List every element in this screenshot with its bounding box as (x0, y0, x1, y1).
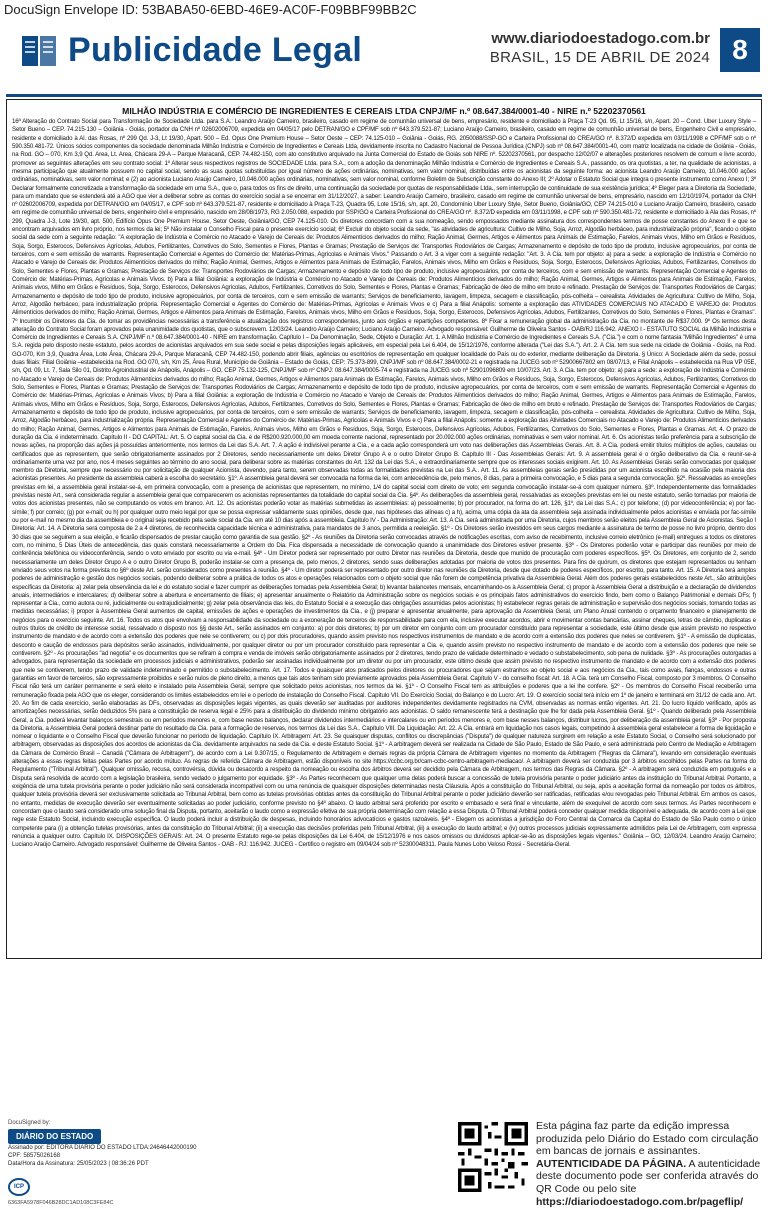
publication-title: Publicidade Legal (68, 31, 363, 69)
authenticity-text: A autenticidade deste documento pode ser conferida através do QR Code ou pelo site (536, 1157, 761, 1195)
notice-body: 16ª Alteração do Contrato Social para Transformação de Sociedade Ltda. para S.A.: Leandro Araújo Carneiro, brasileiro, casado em regime de comunhão universal de bens, empresário, residente e domiciliado à Praça T-23 Qd. 95, Lt 15/16, s/n, Apart. 20 – Cond. Uber Luxury Style – Setor Bueno – CEP. 74.215-130 – Goiânia - Goiás, portador da CNH nº 02602006709, expedida em 04/05/17 pelo DETRAN/GO e CPF/MF sob nº 643.379.521-87; Luciano Araújo Carneiro, brasileiro, casado em regime de comunhão universal de bens, Engenheiro Civil e empresário, residente e domiciliado à Al. das Rosas, nº 299 Qd. J-3, Lt 19/30, Apart. 500 – Ed. Opus One Premium House – Setor Oeste – CEP: 74.125-010 – Goiânia - Goiás, RG. 2050088/SSP-GO e Carteira Profissional do CREA/GO nº. 8.372/D expedida em 03/11/1998 e CPF/MF sob o nº 590.350.481-72. Únicos sócios componentes da sociedade denominada Milhão Indústria e Comércio de Ingredientes e Cereais Ltda, devidamente inscrita no Cadastro Nacional de Pessoa Jurídica (CNPJ) sob nº 08.647.384/0001-40, com matriz localizada na cidade de Goiânia - Goiás, na Rod. GO – 070, Km 3,9 Qd. Area, Lt. Area, Chácara 29-A – Parque Maracanã, CEP. 74.482-150, com ato constitutivo arquivado na Junta Comercial do Estado de Goiás sob NIRE nº. 52202370561, por despacho 12/02/07 e alterações posteriores resolvem de comum e livre acordo, promover as seguintes alterações em seu contrato social: 1º Alterar seus respectivos registros de SOCIEDADE Ltda. para S.A., com a adoção da denominação Milhão Indústria e Comércio de Ingredientes e Cereais S.A., passando, os ora quotistas, a ter, na qualidade de acionistas, a mesma participação que atualmente possuem no capital social, sendo as suas quotas substituídas por igual número de ações ordinárias, nominativas, sem valor nominal, distribuídas entre os acionistas da seguinte forma: ao acionista Leandro Araújo Carneiro, 10.046.000 ações ordinárias, nominativas, sem valor nominal; e (2) ao acionista Luciano Araújo Carneiro, 10.046.000 ações ordinárias, nominativas, sem valor nominal, conforme Boletim de Subscrição constante do Anexo III; 2º Adotar o Estatuto Social que integra o presente instrumento como Anexo I; 3º Declarar formalmente concretizada a transformação da sociedade em uma S.A., que o, para todos os fins de direito, uma continuação da sociedade por quotas de responsabilidade Ltda., sem interrupção de continuidade de sua existência jurídica; 4º Eleger para a Diretoria da Sociedade, para um mandato que se estenderá até a AGO que vier a deliberar sobre as contas do exercício social a se encerrar em 31/12/2027, a saber: Leandro Araújo Carneiro, brasileiro, casado em regime de comunhão universal de bens, empresário, nascido em 12/10/1974, portador da CNH nº 02602006709, expedida por DETRAN/GO em 04/05/17, e CPF sob nº 643.379.521-87, residente e domiciliado à Praça T-23, Quadra 95, Lote 15/16, s/n, apt. 20, Condomínio Uber Luxury Style, Setor Bueno, Goiânia/GO, CEP 74.215-010 e Luciano Araújo Carneiro, brasileiro, casado em regime de comunhão universal de bens, engenheiro civil e empresário, nascido em 28/08/1973, RG 2.050.088, expedido por SSP/GO e Carteira Profissional do CREA/GO nº. 8.372/D expedida em 03/11/1998, e CPF sob nº 590.350.481-72, residente e domiciliado à Ala das Rosas, nº 299, Quadra J-3, Lote 19/30, apt. 500, Edifício Opus One Premium House, Setor Oeste, Goiânia/GO, CEP 74.125-010. Os diretores concordam com a sua nomeação, sendo empossados mediante assinatura dos correspondentes termos de posse constantes do Anexo II e que se encontram arquivados em livro próprio, nos termos da lei; 5º Não instalar o Conselho Fiscal para o presente exercício social; 6º Excluir do objeto social da sede, "as atividades de agricultura: Cultivo de Milho, Soja, Arroz, Algodão herbáceo, para industrialização própria", ficando o objeto social da sede com a seguinte redação: "A exploração de Indústria e Comércio no Atacado e Varejo de Cereais de: Produtos Alimentícios derivados do milho; Ração Animal, Germes, Artigos e Alimentos para Animais de Estimação, Farelos, Animais vivos, Milho em Grãos e Resíduos, Soja, Sorgo, Esterocos, Defensivos Agrícolas, Adubos, Fertilizantes, Corretivos do Solo, Sementes e Flores, Plantas e Gramas; Prestação de Serviços de: Transportes Rodoviários de Cargas; Armazenamento e depósito de todo tipo de produto, inclusive agropecuários, por conta de terceiros, com e sem emissão de warrants. Representação Comercial e Agentes do Comércio de: Matérias-Primas, Agrícolas e Animais Vivos." Passando o Art. 3 a viger com a seguinte redação: "Art. 3. A Cia. tem por objeto: a) para a sede: a exploração de Indústria e Comércio no Atacado e Varejo de Cereais de: Produtos Alimentícios derivados do milho; Ração Animal, Germes, Artigos e Alimentos para Animais de Estimação, Farelos, Animais vivos, Milho em Grãos e Resíduos, Soja, Sorgo, Esterocos, Defensivos Agrícolas, Adubos, Fertilizantes, Corretivos do Solo, Sementes e Flores, Plantas e Gramas; Prestação de Serviços de: Transportes Rodoviários de Cargas; Armazenamento e depósito de todo tipo de produto, inclusive agropecuários, por conta de terceiros, com e sem emissão de warrants. Representação Comercial e Agentes do Comércio de: Matérias-Primas, Agrícolas e Animais Vivos. b) Para a filial Goiânia: a exploração de Indústria e Comércio no Atacado e Varejo de Cereais de: Produtos Alimentícios derivados do milho; Ração Animal, Germes, Artigos e Alimentos para Animais de Estimação, Farelos, Animais vivos, Milho em Grãos e Resíduos, Soja, Sorgo, Esterocos, Defensivos Agrícolas, Adubos, Fertilizantes, Corretivos do Solo, Sementes e Flores, Plantas e Gramas; Fabricação de óleo de milho em bruto e refinado. Prestação de Serviços de: Transportes Rodoviários de Cargas; Armazenamento e depósito de todo tipo de produto, inclusive agropecuários, por conta de terceiros, com e sem emissão de warrants; Serviços de beneficiamento, lavagem, limpeza, secagem e classificação, pós-colheita – cerealista. Atividades de Agricultura: Cultivo de Milho, Soja, Arroz, Algodão herbáceo, para industrialização própria. Representação Comercial e Agentes do Comércio de: Matérias-Primas, Agrícolas e Animais Vivos e c) Para a filial Anápolis: somente a exploração das ATIVIDADES COMERCIAIS NO ATACADO E VAREJO de: Produtos Alimentícios derivados do milho; Ração Animal, Germes, Artigos e Alimentos para Animais de Estimação, Farelos, Animais vivos, Milho em Grãos e Resíduos, Soja, Sorgo, Esterocos, Defensivos Agrícolas, Adubos, Fertilizantes, Corretivos do Solo, Sementes e Flores, Plantas e Gramas". 7º Incumbir os Diretores da Cia. de tomar as providências necessárias a transferência e atualização dos registros correspondentes, junto aos órgãos e repartições competentes. 8º Fixar a remuneração global da administração da Cia. no montante de R$37.000. 9º Os termos desta alteração do Contrato Social foram aprovados pela unanimidade dos quotistas, que o subscrevem. 12/03/24. Leandro Araújo Carneiro; Luciano Araújo Carneiro. Advogado responsável: Guilherme de Oliveira Santos - OAB/RJ 116.942. ANEXO I - ESTATUTO SOCIAL da Milhão Indústria e Comércio de Ingredientes e Cereais S.A. CNPJ/MF n.º 08.647.384/0001-40 - NIRE em transformação. Capítulo I – Da Denominação, Sede, Objeto e Duração: Art. 1. A Milhão Indústria e Comércio de Ingredientes e Cereais S.A. ("Cia.") e com o nome fantasia "Milhão Ingredientes" é uma S.A. regida pelo disposto neste estatuto, pelos acordos de acionistas arquivados em sua sede social e pelas disposições legais aplicáveis, em especial pela Lei 6.404, de 15/12/1976, conforme alterada ("Lei das S.A."). Art. 2. A Cia. tem sua sede na cidade de Goiânia - Goiás, na Rod. GO-070, Km 3,9, Quadra Área, Lote Área, Chácara 29-A, Parque Maracanã, CEP 74.482-150, podendo abrir filiais, agências ou escritórios de representação em qualquer localidade do País ou do exterior, mediante deliberação da Diretoria. § Único: A Sociedade além da sede, possui duas filiais: Filial Goiânia –estabelecida na Rod. GO 070, s/n, Km 25, Área Rural, Município de Goiânia – Estado de Goiás, CEP: 75.373-899, CNPJ/MF sob nº 08.647.384/0002-21 e registrada na JUCEG sob nº 52900667802 em 08/07/13, e Filial Anápolis – estabelecida na Rua VP 05E, s/n, Qd. 09, Lt. 7, Sala Silo 01, Distrito Agroindustrial de Anápolis, Anápolis – GO, CEP 75.132-125, CNPJ/MF sob nº CNPJ: 08.647.384/0005-74 e registrada na JUCEG sob nº 52901096809 em 10/07/23. Art. 3. A Cia. tem por objeto: a) para a sede: a exploração de Indústria e Comércio no Atacado e Varejo de Cereais de: Produtos Alimentícios derivados do milho; Ração Animal, Germes, Artigos e Alimentos para Animais de Estimação, Farelos, Animais vivos, Milho em Grãos e Resíduos, Soja, Sorgo, Esterocos, Defensivos Agrícolas, Adubos, Fertilizantes, Corretivos do Solo, Sementes e Flores, Plantas e Gramas; Prestação de Serviços de: Transportes Rodoviários de Cargas; Armazenamento e depósito de todo tipo de produto, inclusive agropecuários, por conta de terceiros, com e sem emissão de warrants. Representação Comercial e Agentes do Comércio de: Matérias-Primas, Agrícolas e Animais Vivos; b) Para a filial Goiânia: a exploração de Indústria e Comércio no Atacado e Varejo de Cereais de: Produtos Alimentícios derivados do milho; Ração Animal, Germes, Artigos e Alimentos para Animais de Estimação, Farelos, Animais vivos, Milho em Grãos e Resíduos, Soja, Sorgo, Esterocos, Defensivos Agrícolas, Adubos, Fertilizantes, Corretivos do Solo, Sementes e Flores, Plantas e Gramas; Fabricação de óleo de milho em bruto e refinado. Prestação de Serviços de: Transportes Rodoviários de Cargas; Armazenamento e depósito de todo tipo de produto, inclusive agropecuários, por conta de terceiros, com e sem emissão de warrants; Serviços de beneficiamento, lavagem, limpeza, secagem e classificação, pós-colheita – cerealista. Atividades de Agricultura: Cultivo de Milho, Soja, Arroz, Algodão herbáceo, para industrialização própria. Representação Comercial e Agentes do Comércio de: Matérias-Primas, Agrícolas e Animais Vivos e c) Para a filial Anápolis: somente a exploração das Atividades Comerciais no Atacado e Varejo de: Produtos Alimentícios derivados do milho; Ração Animal, Germes, Artigos e Alimentos para Animais de Estimação, Farelos, Animais vivos, Milho em Grãos e Resíduos, Soja, Sorgo, Esterocos, Defensivos Agrícolas, Adubos, Fertilizantes, Corretivos do Solo, Sementes e Flores, Plantas e Gramas. Art. 4. O prazo de duração da Cia. é indeterminado. Capítulo II - DO CAPITAL: Art. 5. O capital social da Cia. é de R$200.920.000,00 em moeda corrente nacional, representado por 20.092.000 ações ordinárias, nominativas e sem valor nominal. Art. 6. Os acionistas terão preferência para a subscrição de novas ações, na proporção das ações já possuídas anteriormente, nos termos da Lei das S.A. Art. 7. A ação é indivisível perante a Cia., e a cada ação corresponderá um voto nas deliberações das Assembleias Gerais. Art. 8. A Cia. poderá emitir títulos múltiplos de ações, cautelas ou certificados que as representem, que serão obrigatoriamente assinados por 2 Diretores, sendo necessariamente um deles Diretor Grupo A e o outro Diretor Grupo B. Capítulo III - Das Assembleias Gerais: Art. 9. A assembleia geral é o órgão deliberativo da Cia. e reunir-se-á ordinariamente uma vez por ano, nos 4 meses seguintes ao término do ano social, para deliberar sobre as matérias constantes do Art. 132 da Lei das S.A., e extraordinariamente sempre que os interesses sociais exigirem. Art. 10. As Assembleias Gerais serão convocadas por qualquer membro da Diretoria, sempre que necessário ou por solicitação de qualquer Acionista, devendo, para tanto, serem observadas todas as formalidades previstas na Lei das S.A.. Art. 11. As assembleias gerais serão presididas por um acionista escolhido na ocasião pela maioria dos acionistas presentes. Ao presidente da assembleia caberá a escolha do secretário. §1º. A assembleia geral deverá ser convocada na forma da lei, com antecedência de, pelo menos, 8 dias, para a primeira convocação, e 5 dias para a segunda convocação. §2º. Ressalvadas as exceções previstas em lei, a assembleia geral instalar-se-á, em primeira convocação, com a presença de acionistas que representem, no mínimo, 1/4 do capital social com direito de voto; em segunda convocação instalar-se-á com qualquer número. §3º. Independentemente das formalidades previstas neste Art., será considerada regular a assembleia geral que comparecerem os acionistas representantes da totalidade do capital social da Cia. §4º. As deliberações da assembleia geral, ressalvadas as exceções previstas em lei ou neste estatuto, serão tomadas por maioria de votos dos acionistas presentes, não se computando os votos em branco. Art. 12. Os acionistas poderão votar as matérias submetidas às assembleias: a) pessoalmente; b) por procurador, na forma do art. 126, §1º, da Lei das S.A.; c) por telefone; (d) por videoconferência; e) por fac-símile; f) por correio; (g) por e-mail; ou h) por qualquer outro meio legal por que se possa expressar validamente suas opiniões, desde que, nas hipóteses das alíneas c) a h), acima, uma cópia da ata da assembleia seja assinada individualmente pelos acionistas e enviada por fac-símile ou por e-mail no mesmo dia da assembleia e o original seja recebido pela sede social da Cia. em até 10 dias após a assembleia. Capítulo IV - Da Administração: Art. 13. A Cia. será administrada por uma Diretoria, cujos membros serão eleitos pela Assembleia Geral de Acionistas. Seção I Diretoria: Art. 14. A Diretoria será composta de 2 a 4 diretores, de reconhecida capacidade técnica e administrativa, para mandatos de 3 anos, permitida a reeleição. §1º - Os Diretores serão investidos em seus cargos mediante a assinatura de termo de posse no livro próprio, dentro dos 30 dias que se seguirem a sua eleição, e ficarão dispensados de prestar caução como garantia de sua gestão. §2º - As reuniões da Diretoria serão convocadas através de notificações escritas, com aviso de recebimento, inclusive correio eletrônico (e-mail) entregues a todos os diretores com, no mínimo, 5 Dias Úteis de antecedência, das quais constará necessariamente a Ordem do Dia. Fica dispensada a necessidade de convocação quando a unanimidade dos Diretores estiver presente. §3º - Os Diretores poderão votar e participar das reuniões por meio de conferência telefônica ou videoconferência, sendo o voto enviado por escrito ou via e-mail. §4º - Um Diretor poderá ser representado por outro Diretor nas reuniões da Diretoria, desde que munido de procuração com poderes específicos. §5º. Os Diretores, em conjunto de 2, sendo necessariamente um deles Diretor Grupo A e o outro Diretor Grupo B, poderão instalar-se com a presença de, pelo menos, 2 diretores, sendo suas deliberações adotadas por maioria de votos dos presentes. Para fins de quórum, os diretores que estejam representados ou tenham enviado seus votos na forma prevista no §6º deste Art. serão considerados como presentes à reunião. §4º - Um diretor poderá ser representado por outro diretor nas reuniões da Diretoria, desde que dotado de poderes específicos, por escrito, para tanto. Art. 15. A Diretoria terá amplos poderes de administração e gestão dos negócios sociais, podendo deliberar sobre a prática de todos os atos e operações relacionados com o objeto social que não forem de competência privativa da Assembleia Geral. Além dos poderes gerais estabelecidos neste Art., são atribuições específicas da Diretoria: a) zelar pela observância da lei e do estatuto social e fazer cumprir as deliberações tomadas pela Assembleia Geral; b) levantar balancetes mensais, encaminhando-os à Assembleia Geral; c) propor à Assembleia Geral a distribuição e a declaração de dividendos anuais, intermediários e intercalares; d) deliberar sobre a abertura e encerramento de filiais; e) apresentar anualmente o Relatório da Administração sobre os negócios sociais e os principais fatos administrativos do exercício findo, bem como o Balanço Patrimonial e demais DFs; f) representar a Cia., como autora ou ré, judicialmente ou extrajudicialmente; g) zelar pela observância das leis, do Estatuto Social e a execução das obrigações assumidas pelos acionistas; h) estabelecer regras gerais de administração e supervisão dos negócios sociais, tomando todas as medidas necessárias; i) propor à Assembleia Geral aumentos de capital, emissões de ações e operações de investimentos da Cia., e (j) preparar e apresentar anualmente, para aprovação da Assembleia Geral, um Plano Anual contendo o orçamento financeiro e planejamento de negócios para o exercício seguinte. Art. 16. Todos os atos que envolvam a responsabilidade da sociedade ou a exoneração de terceiros de responsabilidade para com ela, inclusive executar acordos, abrir e movimentar contas bancárias, assinar cheques, letras de câmbio, duplicatas e outros títulos de crédito de interesse social, ressalvado o disposto nos §§ deste Art., serão assinados em conjunto: a) por dois diretores; b) por um diretor em conjunto com um procurador constituído para representar a sociedade, este último desde que assim previsto no respectivo instrumento de mandato e de acordo com a extensão dos poderes que nele se contiverem; ou c) por dois procuradores, quando assim previsto nos respectivos instrumentos de mandato e de acordo com a extensão dos poderes que neles se contiverem. §1º - A emissão de duplicatas, desconto e caução de endossos para depósitos serão assinados, individualmente, por qualquer diretor ou por um procurador constituído para representar a Cia. e, quando assim previsto no respectivo instrumento de mandato e de acordo com a extensão dos poderes que nele se contiverem. §2º - As procurações "ad negotia" e os documentos que se refiram à compra e venda de imóveis serão obrigatoriamente assinados por 2 diretores, tendo prazo de validade determinado e vedado o substabelecimento, sob pena de nulidade. §3º - As procurações outorgadas a advogados, para representação da sociedade em processos judiciais e administrativos, poderão ser assinadas individualmente por um diretor ou por um procurador, este último desde que assim previsto no respectivo instrumento de mandato e de acordo com a extensão dos poderes que nele se contiverem, tendo prazo de validade indeterminado e permitido o substabelecimento. Art. 17. Todos e quaisquer atos praticados pelos diretores ou procuradores que sejam estranhos ao objeto social e aos negócios da Cia., tais como avais, fianças, endossos e outras garantias em favor de terceiros, são expressamente proibidos e serão nulos de pleno direito, a menos que tais atos tenham sido previamente aprovados pela Assembleia Geral. Capítulo V - do conselho fiscal: Art. 18. A Cia. terá um Conselho Fiscal, composto por 3 membros. O Conselho Fiscal não terá um caráter permanente e será eleito e instalado pela Assembleia Geral, sempre que solicitado pelos acionistas, nos termos da lei. §1º - O Conselho Fiscal tem as atribuições e poderes que a lei lhe confere. §2º - Os membros do Conselho Fiscal receberão uma remuneração fixada pela AGO que os eleger, considerando os limites estabelecidos em lei e o período de instalação do Conselho Fiscal. Capítulo VII. Do Exercício Social, do Balanço e do Lucro: Art. 19. O exercício social terá início em 1º de janeiro e terminará em 31/12 de cada ano. Art. 20. Ao fim de cada exercício, serão elaboradas as DFs, observadas as disposições legais vigentes, as quais deverão ser auditadas por auditores independentes devidamente registrados na CVM, observadas as normas então vigentes. Art. 21. Do lucro líquido verificado, após as amortizações necessárias, serão deduzidos 5% para a constituição de reserva legal e 25% para a distribuição do dividendo mínimo obrigatório aos acionistas. O saldo remanescente terá a destinação que lhe for dada pela Assembleia Geral. §1º - Quando deliberado pela Assembleia Geral, a Cia. poderá levantar balanços semestrais ou em períodos menores e, com base nestes balanços, declarar dividendos intermediários e intercalares ou em períodos menores e, com base nesses balanços, distribuir lucros, por deliberação da assembleia geral. §3º - Por proposta da Diretoria, a Assembleia Geral poderá destinar parte do resultado da Cia. para a formação de reservas, nos termos da Lei das S.A.. Capítulo VIII. Da Liquidação: Art. 22. A Cia. entrará em liquidação nos casos legais, competindo à assembleia geral estabelecer a forma de liquidação e nomear o liquidante e o Conselho Fiscal que deverão funcionar no período de liquidação. Capítulo IX. Arbitragem: Art. 23. Se quaisquer disputas, conflitos ou discrepâncias ("Disputa") de qualquer natureza surgirem em relação a este Estatuto Social, o Conselho será solucionado por arbitragem, observadas as disposições dos acordos de acionistas da Cia. devidamente arquivados na sede da Cia. e deste Estatuto Social. §1º - A arbitragem deverá ser realizada na Cidade de São Paulo, Estado de São Paulo, e será administrada pelo Centro de Mediação e Arbitragem da Câmara de Comércio Brasil – Canadá ("Câmara de Arbitragem"), de acordo com a Lei 9.307/15, o Regulamento de Arbitragem e demais regras da própria Câmara de Arbitragem vigentes no momento da Arbitragem ("Regras da Câmara"), levando em consideração eventuais alterações a essas regras feitas pelas Partes por acordo mútuo. As regras de referida Câmara de Arbitragem, estão disponíveis no site https://ccbc.org.br/cam-ccbc-centro-arbitragem-mediacao/. A arbitragem deverá ser conduzida por 3 árbitros escolhidos pelas Partes na forma do Regulamento ("Tribunal Arbitral"). Qualquer omissão, recusa, controvérsia, dúvida ou desacordo a respeito da nomeação ou escolha dos árbitros deverá ser decidido pela Câmara de Arbitragem, nos termos das Regras da Câmara. §2º - A arbitragem será conduzida em português e a Disputa será resolvida de acordo com a legislação brasileira, sendo vedado o julgamento por equidade. §3º - As Partes reconhecem que qualquer uma delas poderá buscar a concessão de tutela provisória perante o poder judiciário antes da instituição do Tribunal Arbitral. Portanto, a exigência de uma tutela provisória perante o poder judiciário não será considerada incompatível com ou uma renúncia de quaisquer disposições determinadas nesta Cláusula. Após a constituição do Tribunal Arbitral, ou seja, após a aceitação formal da nomeação por todos os árbitros, qualquer tutela provisória deverá ser exclusivamente solicitada ao Tribunal Arbitral, bem como as tutelas provisórias obtidas antes da constituição do Tribunal Arbitral perante o poder judiciário deverão ser ratificadas, retificadas e/ou revogadas pelo Tribunal Arbitral. Em ambos os casos, no entanto, medidas de execução deverão ser eventualmente solicitadas ao poder judiciário, conforme previsto no §4º abaixo. O laudo arbitral será proferido por escrito e embasado e será final e vinculante, além de exequível de acordo com seus termos. As Partes reconhecem e concordam que o laudo será considerado uma solução final da Disputa, portanto, aceitarão o laudo como a expressão efetiva de sua própria determinação com relação a essa Disputa. O Tribunal Arbitral poderá conceder qualquer medida disponível e adequada, de acordo com a Lei que rege este Estatuto Social, incluindo execução específica. O laudo poderá incluir a distribuição de despesas, incluindo honorários advocatícios e gastos razoáveis. §4º - Elegem os acionistas a jurisdição do Foro Central da Comarca da Capital do Estado de São Paulo como o único competente para (i) a obtenção tutelas provisórias, antes da constituição do Tribunal Arbitral; (ii) a execução das decisões proferidas pelo Tribunal Arbitral, (iii) a execução do laudo arbitral; e (iv) outros processos judiciais expressamente admitidos pela Lei de Arbitragem, com expressa renúncia a qualquer outro. Capítulo IX. DISPOSIÇÕES GERAIS: Art. 24. O presente Estatuto rege-se pelas disposições da Lei 6.404, de 15/12/1976 e nos casos omissos ou duvidosos aplicar-se-ão as disposições legais vigentes." Goiânia – GO, 12/03/24. Leandro Araújo Carneiro; Luciano Araújo Carneiro. Advogado responsável: Guilherme de Oliveira Santos - OAB - RJ: 116.942. JUCEG - Certifico o registro em 09/04/24 sob nº 52300048311. Paula Nunes Lobo Veloso Rossi - Secretária-Geral. (12, 118, 756, 849)
docusign-envelope-id: DocuSign Envelope ID: 53BABA50-6EBD-46E9-AC0F-F09BBF99BB2C (4, 2, 417, 17)
signer-cpf: CPF: 58575026168 (8, 1153, 61, 1159)
icp-brasil-icon: ICP (8, 1178, 30, 1196)
signer-name: Assinado por: EDITORA DIARIO DO ESTADO LTDA:24646442000190 (8, 1145, 197, 1151)
document-id: 6363FA5978F046B28DC1AD108C3FE84C (8, 1200, 114, 1206)
authenticity-note (536, 1120, 764, 1208)
notice-title: MILHÃO INDÚSTRIA E COMÉRCIO DE INGREDIENTES E CEREAIS LTDA CNPJ/MF n.º 08.647.384/0001-40 - NIRE n.º 52202370561 (122, 106, 646, 116)
docusigned-label: DocuSigned by: (8, 1120, 51, 1126)
verify-intro: Esta página faz parte da edição impressa produzida pelo Diário do Estado com circulação em bancas de jornais e assinantes. (536, 1120, 759, 1158)
signature-block (8, 1120, 338, 1210)
edition-date: BRASIL, 15 DE ABRIL DE 2024 (489, 49, 710, 66)
header-divider (6, 94, 762, 97)
authenticity-label: AUTENTICIDADE DA PÁGINA. (536, 1157, 687, 1170)
page-header (0, 22, 768, 90)
signature-datetime: Data/Hora da Assinatura: 25/05/2023 | 08:36:26 PDT (8, 1161, 149, 1167)
page-number-badge: 8 (720, 28, 760, 72)
qr-code-icon[interactable] (458, 1122, 528, 1192)
verify-link[interactable]: https://diariodoestadogo.com.br/pageflip/ (536, 1195, 744, 1208)
site-url[interactable]: www.diariodoestadogo.com.br (491, 30, 710, 47)
legal-notice (6, 99, 762, 959)
diario-logo-icon (18, 30, 60, 72)
signer-logo: DIÁRIO DO ESTADO (8, 1129, 101, 1144)
